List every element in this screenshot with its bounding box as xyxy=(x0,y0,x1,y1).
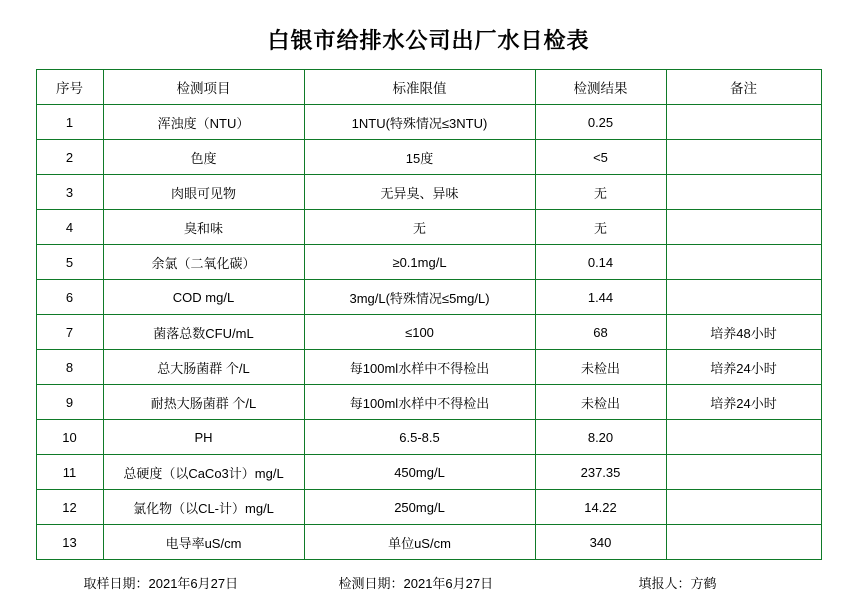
cell-no: 10 xyxy=(36,420,103,455)
table-row xyxy=(36,455,821,490)
cell-note xyxy=(666,280,821,315)
cell-item: 余氯（二氧化碳） xyxy=(103,245,304,280)
header-cell-note: 备注 xyxy=(666,70,821,105)
table-row xyxy=(36,280,821,315)
cell-no: 9 xyxy=(36,385,103,420)
cell-result: 1.44 xyxy=(535,280,666,315)
cell-result: <5 xyxy=(535,140,666,175)
cell-item: 色度 xyxy=(103,140,304,175)
cell-note: 培养24小时 xyxy=(666,385,821,420)
cell-result: 68 xyxy=(535,315,666,350)
cell-item: PH xyxy=(103,420,304,455)
table-row xyxy=(36,175,821,210)
cell-no: 2 xyxy=(36,140,103,175)
cell-result: 8.20 xyxy=(535,420,666,455)
cell-std: 15度 xyxy=(304,140,535,175)
cell-std: 单位uS/cm xyxy=(304,525,535,560)
cell-std: ≤100 xyxy=(304,315,535,350)
cell-result: 237.35 xyxy=(535,455,666,490)
table-row xyxy=(36,315,821,350)
cell-note xyxy=(666,245,821,280)
cell-result: 0.14 xyxy=(535,245,666,280)
sampling-date: 取样日期：2021年6月27日 xyxy=(83,576,239,591)
cell-std: 3mg/L(特殊情况≤5mg/L) xyxy=(304,280,535,315)
cell-note: 培养48小时 xyxy=(666,315,821,350)
table-body xyxy=(36,105,821,560)
table-row xyxy=(36,140,821,175)
table-header xyxy=(36,70,821,105)
cell-note xyxy=(666,490,821,525)
cell-no: 11 xyxy=(36,455,103,490)
cell-no: 6 xyxy=(36,280,103,315)
cell-no: 7 xyxy=(36,315,103,350)
cell-no: 4 xyxy=(36,210,103,245)
header-cell-item: 检测项目 xyxy=(103,70,304,105)
cell-item: 总大肠菌群 个/L xyxy=(103,350,304,385)
table-header-row xyxy=(36,70,821,105)
table-row xyxy=(36,490,821,525)
table-row xyxy=(36,210,821,245)
cell-item: COD mg/L xyxy=(103,280,304,315)
table-row xyxy=(36,525,821,560)
cell-no: 1 xyxy=(36,105,103,140)
cell-item: 浑浊度（NTU） xyxy=(103,105,304,140)
header-cell-std: 标准限值 xyxy=(304,70,535,105)
cell-no: 12 xyxy=(36,490,103,525)
cell-std: 450mg/L xyxy=(304,455,535,490)
cell-item: 臭和味 xyxy=(103,210,304,245)
cell-result: 未检出 xyxy=(535,385,666,420)
filled-by: 填报人：方鹤 xyxy=(638,576,717,591)
cell-std: 250mg/L xyxy=(304,490,535,525)
cell-item: 总硬度（以CaCo3计）mg/L xyxy=(103,455,304,490)
document-footer xyxy=(39,560,819,592)
cell-result: 0.25 xyxy=(535,105,666,140)
header-cell-no: 序号 xyxy=(36,70,103,105)
cell-std: ≥0.1mg/L xyxy=(304,245,535,280)
cell-std: 6.5-8.5 xyxy=(304,420,535,455)
page-title: 白银市给排水公司出厂水日检表 xyxy=(267,28,590,53)
test-date: 检测日期：2021年6月27日 xyxy=(338,576,494,591)
cell-item: 耐热大肠菌群 个/L xyxy=(103,385,304,420)
cell-std: 每100ml水样中不得检出 xyxy=(304,350,535,385)
cell-result: 未检出 xyxy=(535,350,666,385)
cell-note xyxy=(666,210,821,245)
cell-note: 培养24小时 xyxy=(666,350,821,385)
header-cell-result: 检测结果 xyxy=(535,70,666,105)
cell-note xyxy=(666,420,821,455)
cell-result: 无 xyxy=(535,175,666,210)
cell-std: 1NTU(特殊情况≤3NTU) xyxy=(304,105,535,140)
water-quality-table xyxy=(36,69,822,560)
cell-result: 14.22 xyxy=(535,490,666,525)
cell-item: 电导率uS/cm xyxy=(103,525,304,560)
cell-no: 13 xyxy=(36,525,103,560)
cell-no: 5 xyxy=(36,245,103,280)
cell-item: 菌落总数CFU/mL xyxy=(103,315,304,350)
table-row xyxy=(36,420,821,455)
cell-std: 无 xyxy=(304,210,535,245)
cell-item: 肉眼可见物 xyxy=(103,175,304,210)
table-row xyxy=(36,105,821,140)
cell-note xyxy=(666,455,821,490)
cell-std: 每100ml水样中不得检出 xyxy=(304,385,535,420)
cell-item: 氯化物（以CL-计）mg/L xyxy=(103,490,304,525)
cell-result: 340 xyxy=(535,525,666,560)
cell-note xyxy=(666,525,821,560)
table-row xyxy=(36,350,821,385)
cell-no: 3 xyxy=(36,175,103,210)
cell-no: 8 xyxy=(36,350,103,385)
cell-note xyxy=(666,140,821,175)
cell-result: 无 xyxy=(535,210,666,245)
table-row xyxy=(36,385,821,420)
table-row xyxy=(36,245,821,280)
cell-std: 无异臭、异味 xyxy=(304,175,535,210)
cell-note xyxy=(666,105,821,140)
cell-note xyxy=(666,175,821,210)
